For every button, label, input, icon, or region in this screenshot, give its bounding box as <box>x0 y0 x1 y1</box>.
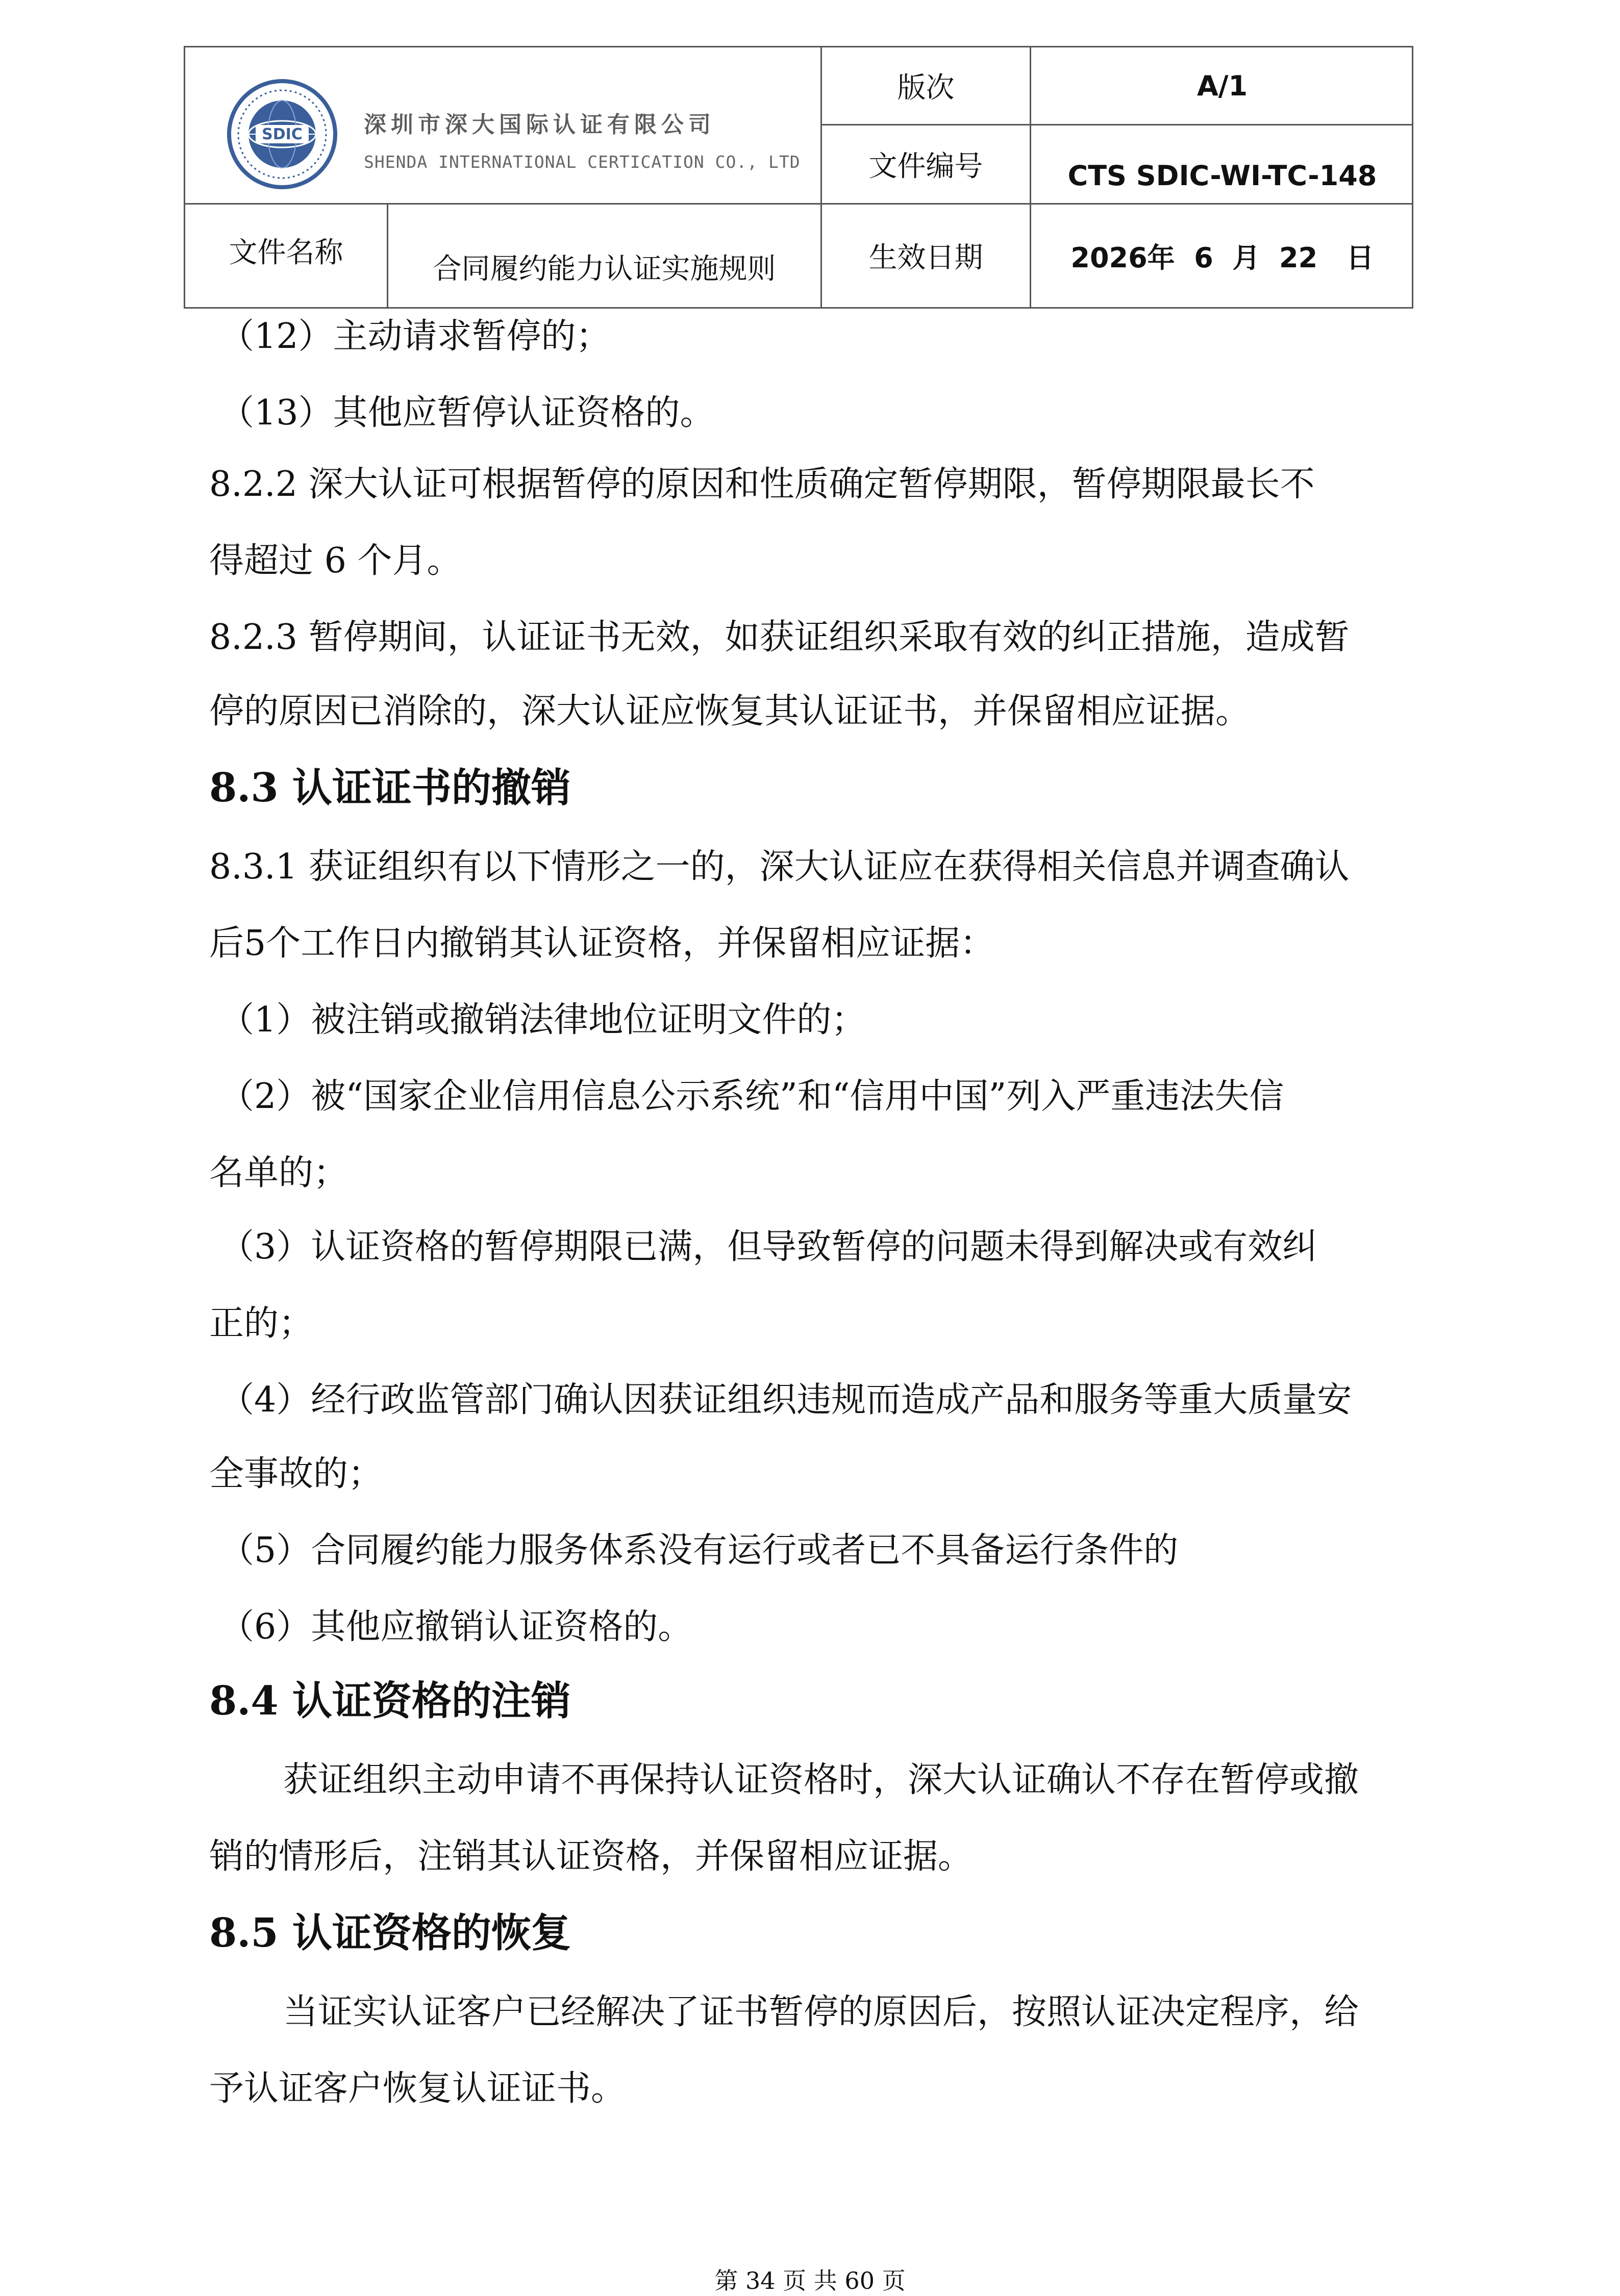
list-item: （12）主动请求暂停的； <box>219 316 611 357</box>
list-item: （6）其他应撤销认证资格的。 <box>219 1607 693 1647</box>
paragraph-line: 后5个工作日内撤销其认证资格，并保留相应证据： <box>209 923 995 964</box>
paragraph-line: 予认证客户恢复认证证书。 <box>209 2068 626 2109</box>
paragraph-line: 8.2.2 深大认证可根据暂停的原因和性质确定暂停期限，暂停期限最长不 <box>209 464 1315 504</box>
paragraph-line: 停的原因已消除的，深大认证应恢复其认证证书，并保留相应证据。 <box>209 691 1251 731</box>
paragraph-line: 销的情形后，注销其认证资格，并保留相应证据。 <box>209 1836 973 1877</box>
docno-label: 文件编号 <box>868 150 983 183</box>
paragraph-line: 得超过 6 个月。 <box>209 541 462 581</box>
section-heading: 8.4 认证资格的注销 <box>209 1678 571 1724</box>
docname-label: 文件名称 <box>229 236 343 269</box>
list-item: （3）认证资格的暂停期限已满，但导致暂停的问题未得到解决或有效纠 <box>219 1227 1317 1267</box>
docno-value: CTS SDIC-WI-TC-148 <box>1067 159 1377 192</box>
page-number: 第 34 页 共 60 页 <box>714 2267 906 2294</box>
paragraph-line: 8.2.3 暂停期间，认证证书无效，如获证组织采取有效的纠正措施，造成暂 <box>209 617 1350 658</box>
company-seal-icon <box>226 78 338 190</box>
paragraph-line: 获证组织主动申请不再保持认证资格时，深大认证确认不存在暂停或撤 <box>283 1760 1359 1800</box>
document-header-table <box>184 46 1413 309</box>
paragraph-line: 8.3.1 获证组织有以下情形之一的，深大认证应在获得相关信息并调查确认 <box>209 847 1350 887</box>
docname-value: 合同履约能力认证实施规则 <box>433 253 776 286</box>
company-name-cn: 深圳市深大国际认证有限公司 <box>364 112 715 138</box>
section-heading: 8.5 认证资格的恢复 <box>209 1910 571 1956</box>
svg-text:SDIC: SDIC <box>262 125 303 143</box>
paragraph-line: 当证实认证客户已经解决了证书暂停的原因后，按照认证决定程序，给 <box>283 1992 1359 2032</box>
list-item: （1）被注销或撤销法律地位证明文件的； <box>219 1000 866 1040</box>
list-item: （5）合同履约能力服务体系没有运行或者已不具备运行条件的 <box>219 1530 1179 1571</box>
section-heading: 8.3 认证证书的撤销 <box>209 765 571 811</box>
date-label: 生效日期 <box>868 241 983 274</box>
company-name-en: SHENDA INTERNATIONAL CERTICATION CO., LTD <box>364 152 801 172</box>
date-value: 2026年 6 月 22 日 <box>1070 241 1374 274</box>
version-label: 版次 <box>897 71 955 105</box>
list-item: （4）经行政监管部门确认因获证组织违规而造成产品和服务等重大质量安 <box>219 1380 1352 1420</box>
paragraph-line: 全事故的； <box>209 1454 383 1494</box>
version-value: A/1 <box>1197 69 1248 102</box>
list-item: （2）被“国家企业信用信息公示系统”和“信用中国”列入严重违法失信 <box>219 1076 1284 1117</box>
list-item: （13）其他应暂停认证资格的。 <box>219 393 715 433</box>
paragraph-line: 名单的； <box>209 1153 348 1193</box>
paragraph-line: 正的； <box>209 1303 314 1344</box>
